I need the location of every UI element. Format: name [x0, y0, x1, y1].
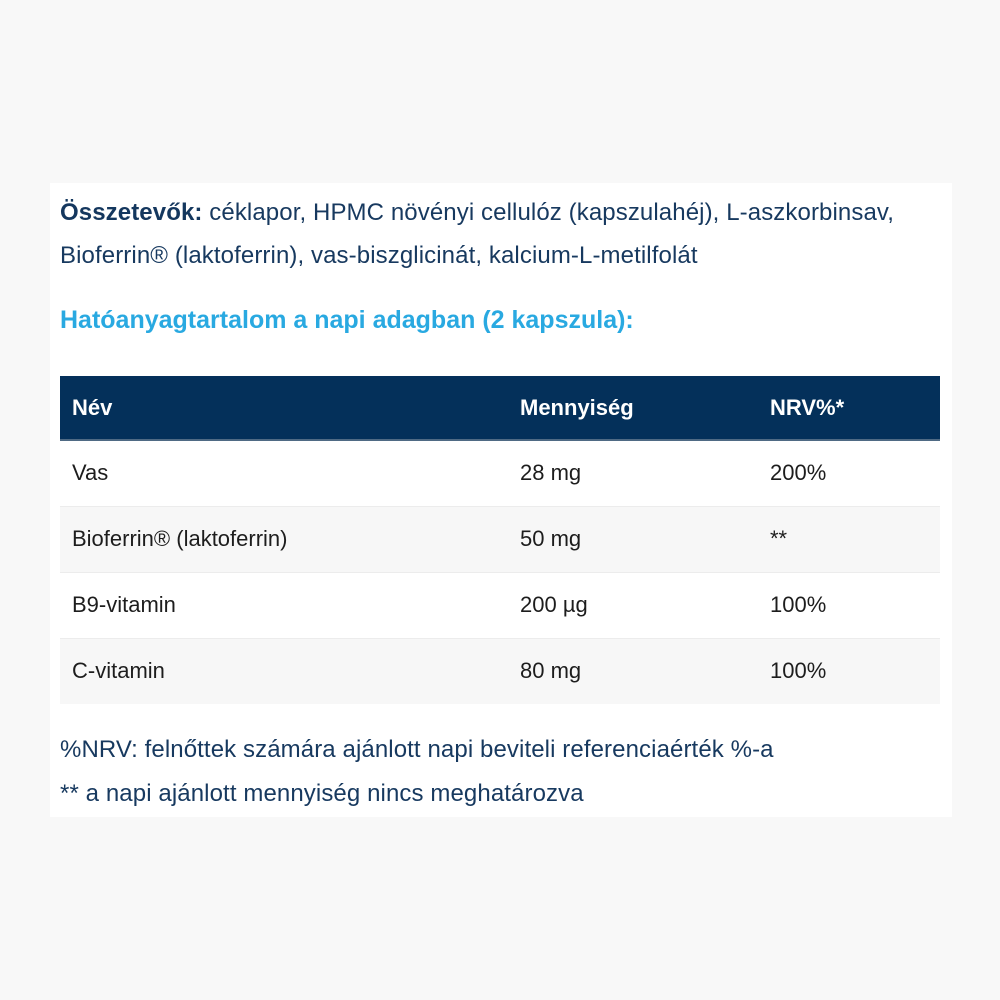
- header-row: [60, 376, 940, 440]
- table-row: [60, 506, 940, 572]
- cell-name: Bioferrin® (laktoferrin): [72, 526, 288, 551]
- cell-nrv: 200%: [770, 460, 827, 486]
- column-header-nrv: NRV%*: [770, 376, 940, 440]
- table-row: [60, 440, 940, 506]
- ingredients-paragraph: [60, 191, 940, 277]
- cell-nrv: 100%: [770, 592, 827, 617]
- ingredients-text: céklapor, HPMC növényi cellulóz (kapszulahéj), L-aszkorbinsav, Bioferrin® (laktoferrin), vas-biszglicinát, kalcium-L-metilfolát: [60, 199, 894, 269]
- cell-name: Vas: [72, 460, 109, 486]
- cell-nrv: 100%: [770, 658, 827, 684]
- column-header-amount: Mennyiség: [520, 376, 770, 440]
- nutrition-table: [60, 376, 940, 704]
- nutrition-table-header: [60, 376, 940, 440]
- nutrition-table-body: [60, 440, 940, 704]
- table-row: [60, 638, 940, 704]
- cell-amount: 200 µg: [520, 592, 588, 617]
- table-row: [60, 572, 940, 638]
- column-header-name: Név: [60, 376, 520, 440]
- cell-amount: 80 mg: [520, 658, 582, 684]
- footnotes: [60, 728, 940, 816]
- cell-name: C-vitamin: [72, 658, 165, 684]
- cell-amount: 50 mg: [520, 526, 582, 551]
- nrv-note: %NRV: felnőttek számára ajánlott napi beviteli referenciaérték %-a: [60, 736, 774, 763]
- asterisk-note: ** a napi ajánlott mennyiség nincs meghatározva: [60, 780, 584, 807]
- cell-nrv: **: [770, 526, 788, 551]
- active-content-heading: Hatóanyagtartalom a napi adagban (2 kapszula):: [60, 306, 634, 334]
- cell-name: B9-vitamin: [72, 592, 176, 617]
- product-info-panel: [50, 183, 952, 817]
- cell-amount: 28 mg: [520, 460, 582, 486]
- ingredients-label: Összetevők:: [60, 199, 203, 226]
